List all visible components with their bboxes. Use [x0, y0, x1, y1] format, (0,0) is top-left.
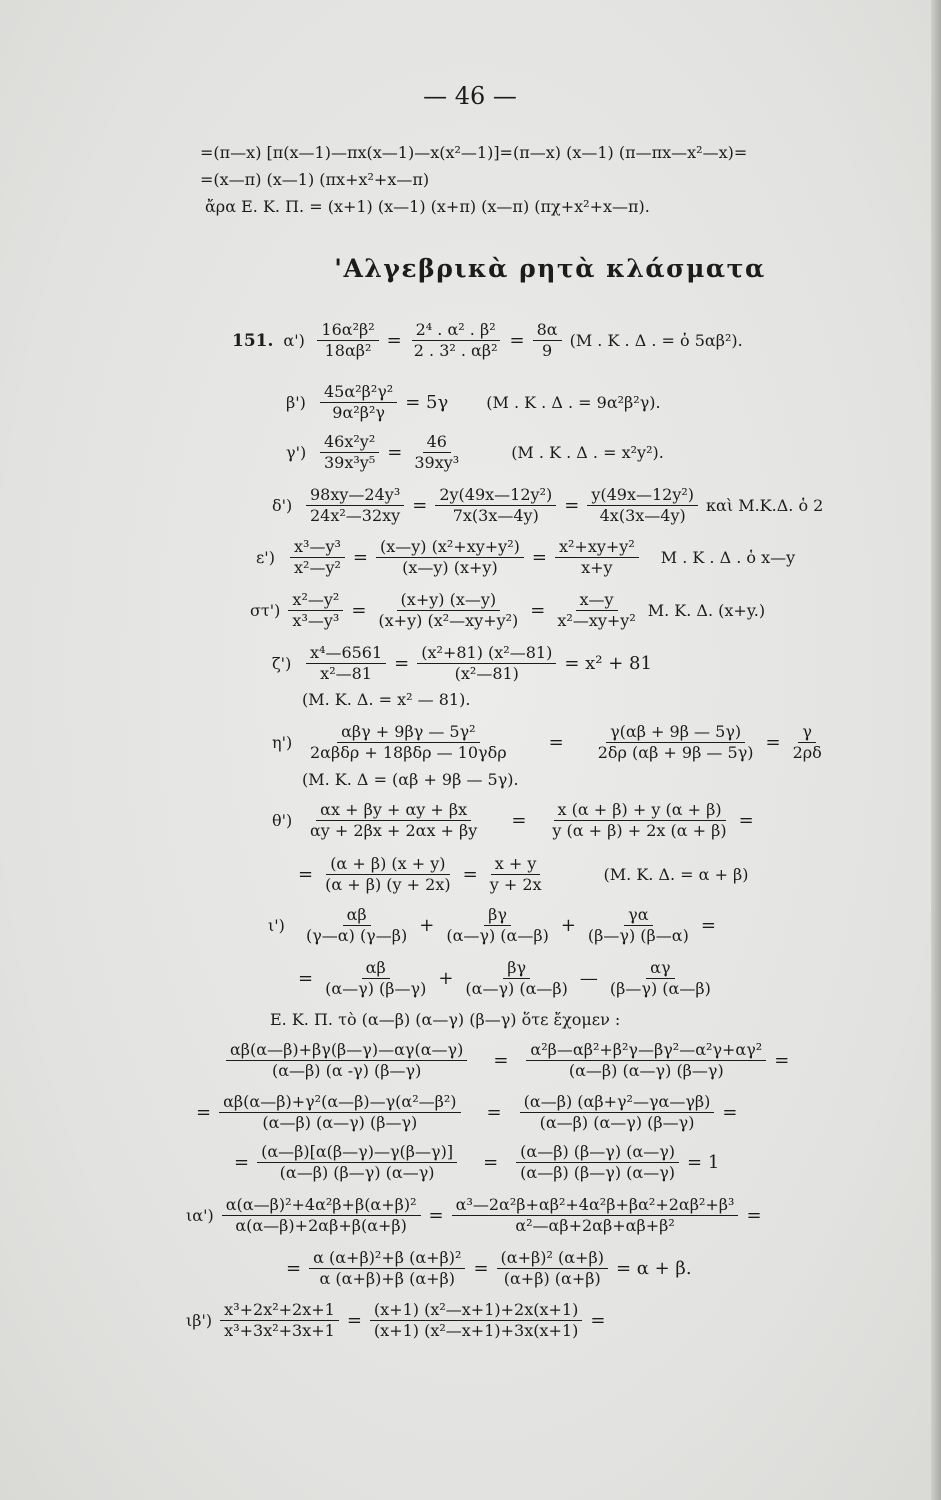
fraction: $\frac{\text{x³—y³}}{\text{x²—y²}}$	[290, 537, 345, 578]
item-label: στ')	[250, 601, 281, 620]
fraction: $\frac{\text{x⁴—6561}}{\text{x²—81}}$	[306, 643, 386, 684]
item-label: β')	[286, 393, 306, 412]
fraction: $\frac{8\alpha}{9}$	[533, 320, 562, 361]
section-title: 'Αλγεβρικὰ ρητὰ κλάσματα	[334, 254, 766, 283]
fraction: $\frac{\gamma\alpha}{(\beta—\gamma) (\beta—\alpha)}$	[587, 905, 689, 945]
exercise-stigma: στ') $\frac{\text{x²—y²}}{\text{x³—y³}}$ = $\frac{(x+y) (x—y)}{\text{(x+y) (x²—xy+y²)}}$ = $\frac{x—y}{\text{x²—xy+y²}}$ Μ. Κ. Δ. (x+y.)	[250, 590, 766, 630]
fraction: $\frac{\alpha\beta(\alpha—\beta)+\beta\gamma(\beta—\gamma)—\alpha\gamma(\alpha—\gamma)}{(\alpha—\beta) (\alpha -\gamma) (\beta—\gamma)}$	[226, 1040, 467, 1081]
fraction: $\frac{\text{(α—β) (αβ+γ²—γα—γβ)}}{(\alpha—\beta) (\alpha—\gamma) (\beta—\gamma)}$	[520, 1092, 715, 1133]
fraction: $\frac{\beta\gamma}{(\alpha—\gamma) (\alpha—\beta)}$	[446, 905, 549, 945]
iota-step-1: $\frac{\alpha\beta(\alpha—\beta)+\beta\gamma(\beta—\gamma)—\alpha\gamma(\alpha—\gamma)}{(\alpha—\beta) (\alpha -\gamma) (\beta—\gamma)}$ = $\frac{\text{α²β—αβ²+β²γ—βγ²—α²γ+αγ²}}{(\alpha—\beta) (\alpha—\gamma) (\beta—\gamma)}$ =	[226, 1040, 797, 1081]
exercise-iota-cont: = $\frac{\alpha\beta}{(\alpha—\gamma) (\beta—\gamma)}$ + $\frac{\beta\gamma}{(\alpha—\gamma) (\alpha—\beta)}$ — αγ (β—γ) (α—β)	[298, 958, 723, 999]
item-label: δ')	[272, 496, 293, 515]
item-label: ε')	[256, 548, 275, 567]
exercise-alpha: 151. α') $\frac{\text{16α²β²}}{\text{18αβ²}}$ = $\frac{\text{2⁴ . α² . β²}}{\text{2 . 3² . αβ²}}$ = $\frac{8\alpha}{9}$ (Μ . Κ . Δ . = ὁ 5αβ²).	[232, 320, 743, 360]
exercise-delta: δ') $\frac{\text{98xy—24y³}}{\text{24x²—32xy}}$ = $\frac{\text{2y(49x—12y²)}}{7x(3x—4y)}$ = $\frac{\text{y(49x—12y²)}}{4x(3x—4y)}$ καὶ Μ.Κ.Δ. ὁ 2	[272, 485, 824, 525]
exercise-iota-beta: ιβ') $\frac{\text{x³+2x²+2x+1}}{\text{x³+3x²+3x+1}}$ = $\frac{\text{(x+1) (x²—x+1)+2x(x+1)}}{\text{(x+1) (x²—x+1)+3x(x+1)}}$ =	[186, 1300, 606, 1340]
fraction: $\frac{\text{(x²+81) (x²—81)}}{\text{(x²—81)}}$	[417, 643, 556, 684]
item-note: καὶ Μ.Κ.Δ. ὁ 2	[706, 496, 824, 515]
intro-line-3: ἄρα Ε. Κ. Π. = (x+1) (x—1) (x+π) (x—π) (πχ+x²+x—π).	[205, 197, 650, 216]
item-label: γ')	[286, 443, 307, 462]
fraction: $\frac{\text{45α²β²γ²}}{\text{9α²β²γ}}$	[320, 382, 397, 423]
fraction: αβγ + 9βγ — 5γ² 2αβδρ + 18βδρ — 10γδρ	[310, 722, 507, 762]
item-label: ι')	[268, 916, 285, 935]
item-label: α')	[283, 331, 305, 350]
fraction: $\frac{\text{2y(49x—12y²)}}{7x(3x—4y)}$	[435, 485, 556, 526]
fraction: $\frac{x (\alpha + \beta) + y (\alpha + \beta)}{y (\alpha + \beta) + 2x (\alpha + \beta)}$	[552, 800, 727, 840]
fraction: $\frac{\gamma}{2\rho\delta}$	[792, 722, 822, 762]
item-note: (Μ . Κ . Δ . = ὁ 5αβ²).	[569, 331, 743, 350]
fraction: $\frac{(\alpha—\beta)[\alpha(\beta—\gamma)—\gamma(\beta—\gamma)]}{(\alpha—\beta) (\beta—\gamma) (\alpha—\gamma)}$	[257, 1142, 457, 1183]
page-edge	[931, 0, 941, 1500]
fraction: $\frac{\text{16α²β²}}{\text{18αβ²}}$	[317, 320, 378, 361]
fraction: αβ (γ—α) (γ—β)	[306, 905, 408, 945]
fraction: $\frac{(\alpha + \beta) (x + y)}{(\alpha + \beta) (y + 2x)}$	[325, 854, 451, 894]
fraction: $\frac{\gamma(\alpha\beta + 9\beta — 5\gamma)}{2\delta\rho (\alpha\beta + 9\beta — 5\gamma)}$	[597, 722, 754, 762]
fraction: $\frac{\text{x²+xy+y²}}{x+y}$	[555, 537, 639, 578]
fraction: $\frac{\text{(x+1) (x²—x+1)+2x(x+1)}}{\text{(x+1) (x²—x+1)+3x(x+1)}}$	[370, 1300, 582, 1341]
fraction: $\frac{\text{46x²y²}}{\text{39x³y⁵}}$	[320, 432, 379, 473]
fraction: $\frac{\text{(α+β)² (α+β)}}{(\alpha+\beta) (\alpha+\beta)}$	[497, 1248, 608, 1289]
exercise-eta: η') αβγ + 9βγ — 5γ² 2αβδρ + 18βδρ — 10γδρ = $\frac{\gamma(\alpha\beta + 9\beta — 5\gamma)}{2\delta\rho (\alpha\beta + 9\beta — 5\gamma)}$ = $\frac{\gamma}{2\rho\delta}$	[272, 722, 834, 763]
item-note: (Μ. Κ. Δ. = x² — 81).	[302, 690, 471, 709]
fraction: $\frac{\text{α (α+β)²+β (α+β)²}}{\alpha (\alpha+\beta)+\beta (\alpha+\beta)}$	[309, 1248, 465, 1289]
fraction: $\frac{(\alpha—\beta) (\beta—\gamma) (\alpha—\gamma)}{(\alpha—\beta) (\beta—\gamma) (\alpha—\gamma)}$	[516, 1142, 679, 1183]
item-note: (Μ . Κ . Δ . = 9α²β²γ).	[486, 393, 661, 412]
item-note: (Μ. Κ. Δ = (αβ + 9β — 5γ).	[302, 770, 519, 789]
fraction: $\frac{\text{2⁴ . α² . β²}}{\text{2 . 3² . αβ²}}$	[410, 320, 502, 361]
item-note: (Μ. Κ. Δ. = α + β)	[603, 865, 749, 884]
exercise-iota-alpha-cont: = $\frac{\text{α (α+β)²+β (α+β)²}}{\alpha (\alpha+\beta)+\beta (\alpha+\beta)}$ = $\frac{\text{(α+β)² (α+β)}}{(\alpha+\beta) (\alpha+\beta)}$ = α + β.	[286, 1248, 692, 1288]
fraction: $\frac{\alpha x + \beta y + \alpha y + \beta x}{\alpha y + 2\beta x + 2\alpha x + \beta y}$	[310, 800, 478, 840]
item-label: θ')	[272, 811, 293, 830]
fraction: $\frac{\text{x³+2x²+2x+1}}{\text{x³+3x²+3x+1}}$	[220, 1300, 339, 1341]
problem-number: 151.	[232, 330, 274, 351]
fraction: $\frac{(x+y) (x—y)}{\text{(x+y) (x²—xy+y²)}}$	[378, 590, 519, 630]
item-label: ια')	[186, 1206, 214, 1225]
exercise-beta: β') $\frac{\text{45α²β²γ²}}{\text{9α²β²γ}}$ = 5γ (Μ . Κ . Δ . = 9α²β²γ).	[286, 382, 661, 422]
exercise-iota-alpha: ια') $\frac{\text{α(α—β)²+4α²β+β(α+β)²}}{\alpha(\alpha—\beta)+2\alpha\beta+\beta(\alpha+\beta)}$ = $\frac{\text{α³—2α²β+αβ²+4α²β+βα²+2αβ²+β³}}{\text{α²—αβ+2αβ+αβ+β²}}$ =	[186, 1195, 762, 1235]
exercise-theta: θ') $\frac{\alpha x + \beta y + \alpha y + \beta x}{\alpha y + 2\beta x + 2\alpha x + \beta y}$ = $\frac{x (\alpha + \beta) + y (\alpha + \beta)}{y (\alpha + \beta) + 2x (\alpha + \beta)}$ =	[272, 800, 754, 840]
exercise-theta-cont: = $\frac{(\alpha + \beta) (x + y)}{(\alpha + \beta) (y + 2x)}$ = $\frac{x + y}{y + 2x}$ (Μ. Κ. Δ. = α + β)	[298, 854, 749, 894]
fraction: $\frac{46}{\text{39xy³}}$	[414, 432, 460, 472]
item-label: η')	[272, 733, 293, 752]
fraction: $\frac{\text{α²β—αβ²+β²γ—βγ²—α²γ+αγ²}}{(\alpha—\beta) (\alpha—\gamma) (\beta—\gamma)}$	[526, 1040, 766, 1081]
exercise-zeta: ζ') $\frac{\text{x⁴—6561}}{\text{x²—81}}$ = $\frac{\text{(x²+81) (x²—81)}}{\text{(x²—81)}}$ = x² + 81	[272, 643, 652, 683]
fraction: $\frac{\text{α³—2α²β+αβ²+4α²β+βα²+2αβ²+β³}}{\text{α²—αβ+2αβ+αβ+β²}}$	[452, 1195, 739, 1236]
item-note: (Μ . Κ . Δ . = x²y²).	[511, 443, 664, 462]
fraction: $\frac{\beta\gamma}{(\alpha—\gamma) (\alpha—\beta)}$	[465, 958, 568, 998]
fraction: $\frac{\text{98xy—24y³}}{\text{24x²—32xy}}$	[306, 485, 404, 526]
fraction: $\frac{\text{y(49x—12y²)}}{4x(3x—4y)}$	[587, 485, 698, 526]
item-label: ιβ')	[186, 1311, 213, 1330]
fraction: $\frac{x—y}{\text{x²—xy+y²}}$	[557, 590, 636, 630]
intro-line-1: =(π—x) [π(x—1)—πx(x—1)—x(x²—1)]=(π—x) (x—1) (π—πx—x²—x)=	[200, 143, 748, 162]
fraction: αγ (β—γ) (α—β)	[609, 958, 711, 998]
fraction: $\frac{\text{α(α—β)²+4α²β+β(α+β)²}}{\alpha(\alpha—\beta)+2\alpha\beta+\beta(\alpha+\beta)}$	[222, 1195, 421, 1236]
fraction: $\frac{x + y}{y + 2x}$	[489, 854, 542, 894]
exercise-gamma: γ') $\frac{\text{46x²y²}}{\text{39x³y⁵}}$ = $\frac{46}{\text{39xy³}}$ (Μ . Κ . Δ . = x²y²).	[286, 432, 664, 472]
exercise-iota: ι') αβ (γ—α) (γ—β) + $\frac{\beta\gamma}{(\alpha—\gamma) (\alpha—\beta)}$ + $\frac{\gamma\alpha}{(\beta—\gamma) (\beta—\alpha)}$ =	[268, 905, 716, 945]
item-note: Μ. Κ. Δ. (x+y.)	[647, 601, 766, 620]
item-note: Μ . Κ . Δ . ὁ x—y	[660, 548, 796, 567]
exercise-epsilon: ε') $\frac{\text{x³—y³}}{\text{x²—y²}}$ = $\frac{\text{(x—y) (x²+xy+y²)}}{(x—y) (x+y)}$ = $\frac{\text{x²+xy+y²}}{x+y}$ Μ . Κ . Δ . ὁ x—y	[256, 537, 796, 577]
ekp-statement: Ε. Κ. Π. τὸ (α—β) (α—γ) (β—γ) ὅτε ἔχομεν :	[270, 1010, 621, 1029]
iota-step-3: = $\frac{(\alpha—\beta)[\alpha(\beta—\gamma)—\gamma(\beta—\gamma)]}{(\alpha—\beta) (\beta—\gamma) (\alpha—\gamma)}$ = $\frac{(\alpha—\beta) (\beta—\gamma) (\alpha—\gamma)}{(\alpha—\beta) (\beta—\gamma) (\alpha—\gamma)}$ = 1	[234, 1142, 720, 1182]
item-label: ζ')	[272, 654, 292, 673]
page-number: — 46 —	[423, 82, 517, 110]
fraction: $\frac{\text{x²—y²}}{\text{x³—y³}}$	[288, 590, 343, 631]
fraction: $\frac{\text{(x—y) (x²+xy+y²)}}{(x—y) (x+y)}$	[376, 537, 524, 578]
fraction: $\frac{\text{αβ(α—β)+γ²(α—β)—γ(α²—β²)}}{(\alpha—\beta) (\alpha—\gamma) (\beta—\gamma)}$	[219, 1092, 460, 1133]
fraction: $\frac{\alpha\beta}{(\alpha—\gamma) (\beta—\gamma)}$	[325, 958, 427, 998]
intro-line-2: =(x—π) (x—1) (πx+x²+x—π)	[200, 170, 430, 189]
iota-step-2: = $\frac{\text{αβ(α—β)+γ²(α—β)—γ(α²—β²)}}{(\alpha—\beta) (\alpha—\gamma) (\beta—\gamma)}$ = $\frac{\text{(α—β) (αβ+γ²—γα—γβ)}}{(\alpha—\beta) (\alpha—\gamma) (\beta—\gamma)}$ =	[196, 1092, 738, 1132]
